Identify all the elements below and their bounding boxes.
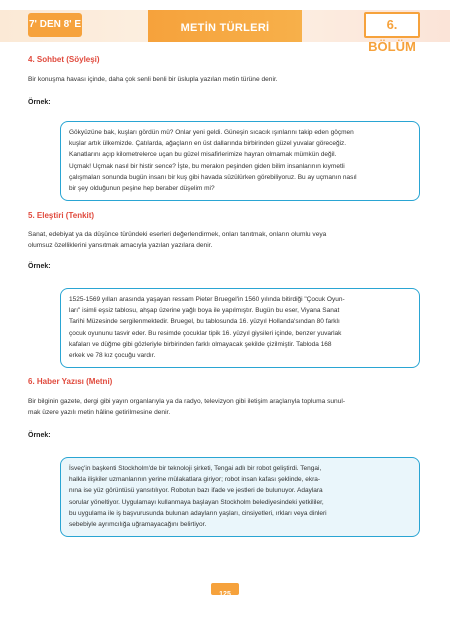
example-line: nına ise yüz görüntüsü yansıtılıyor. Robotun bazı ifade ve jestleri de bulunuyor. Adaylara: [69, 487, 323, 495]
example-line: Gökyüzüne bak, kuşları gördün mü? Onlar yeni geldi. Güneşin sıcacık ışınlarını takip eden göçmen: [69, 129, 354, 136]
example-line: sebebiyle ayrımcılığa uğramayacağını belirtiyor.: [69, 521, 207, 529]
example-label-sohbet: Örnek:: [28, 99, 51, 106]
example-box-sohbet: [60, 121, 420, 201]
example-line: erkek ve 78 kız çocuğu vardır.: [69, 352, 156, 360]
example-line: İsveç'in başkenti Stockholm'de bir teknoloji şirketi, Tengai adlı bir robot geliştirdi. Tengai,: [69, 465, 322, 472]
example-line: çalışmaları sonunda bugün insanı bir kuş gibi havada süzülürken görebiliyoruz. Bu ay uçmanın nasıl: [69, 173, 357, 181]
section-description-elestiri: Sanat, edebiyat ya da düşünce türündeki eserleri değerlendirmek, onları tanıtmak, onların olumlu veya olumsuz özelliklerini yansıtmak amacıyla yazılan yazılara denir.: [28, 231, 327, 249]
example-line: bir şey olduğunun peşine hep beraber düşelim mi?: [69, 185, 215, 193]
section-title-haber: 6. Haber Yazısı (Metni): [28, 377, 113, 386]
example-line: ları" isimli eşsiz tablosu, ahşap üzerine yağlı boya ile yapılmıştır. Bugün bu eser, Viyana Sanat: [69, 307, 340, 315]
example-line: 1525-1569 yılları arasında yaşayan ressam Pieter Bruegel'in 1560 yılında bitirdiği "Çocuk Oyun-: [69, 296, 345, 303]
example-line: kuşlar artık ülkemizde. Çatılarda, ağaçların en üst dallarında birbirinden güzel yuvalar göreceğiz.: [69, 140, 347, 148]
example-line: halkla ilişkiler uzmanlarının yerine mülakatlara giriyor; robot insan kafası şeklinde, ekra-: [69, 476, 321, 484]
example-line: Tarihi Müzesinde sergilenmektedir. Bruegel, bu tablosunda 16. yüzyıl Hollanda'sından 80 farklı: [69, 318, 340, 326]
grade-badge: 7' DEN 8' E: [28, 13, 82, 37]
section-description-haber: Bir bilginin gazete, dergi gibi yayın organlarıyla ya da radyo, televizyon gibi iletişim araçlarıyla topluma sunul- mak üzere yazılı metin hâline getirilmesine denir.: [28, 398, 346, 416]
example-box-elestiri: [60, 288, 420, 368]
page-number: 125: [211, 583, 239, 595]
example-label-elestiri: Örnek:: [28, 263, 51, 270]
example-line: Uçmak! Uçmak nasıl bir histir sence? İşte, bu merakın peşinden giden bilim insanlarının kıymetli: [69, 162, 345, 170]
example-line: Kanatlarını açıp kilometrelerce uçan bu güzel misafirlerimize hayran olmamak mümkün değil.: [69, 151, 337, 159]
example-line: çocuk oyununu tasvir eder. Bu resimde çocuklar tipik 16. yüzyıl giysileri içinde, benzer yuvarlak: [69, 329, 342, 337]
example-label-haber: Örnek:: [28, 432, 51, 439]
page-title: METİN TÜRLERİ: [148, 10, 302, 42]
example-box-haber: [60, 457, 420, 537]
example-line: bu uygulama ile iş başvurusunda bulunan adayların yaşları, cinsiyetleri, ırkları veya dinleri: [69, 509, 327, 517]
section-description-sohbet: Bir konuşma havası içinde, daha çok senli benli bir üslupla yazılan metin türüne denir.: [28, 76, 278, 83]
section-title-sohbet: 4. Sohbet (Söyleşi): [28, 55, 100, 64]
section-title-elestiri: 5. Eleştiri (Tenkit): [28, 211, 95, 220]
chapter-badge: 6. BÖLÜM: [364, 12, 420, 38]
example-line: sorular yöneltiyor. Uygulamayı kullanmaya başlayan Stockholm belediyesindeki yetkililer,: [69, 498, 324, 506]
example-line: kafaları ve düğme gibi gözleriyle birbirinden farklı olmayacak şekilde çizilmiştir. Tabloda 168: [69, 340, 332, 348]
